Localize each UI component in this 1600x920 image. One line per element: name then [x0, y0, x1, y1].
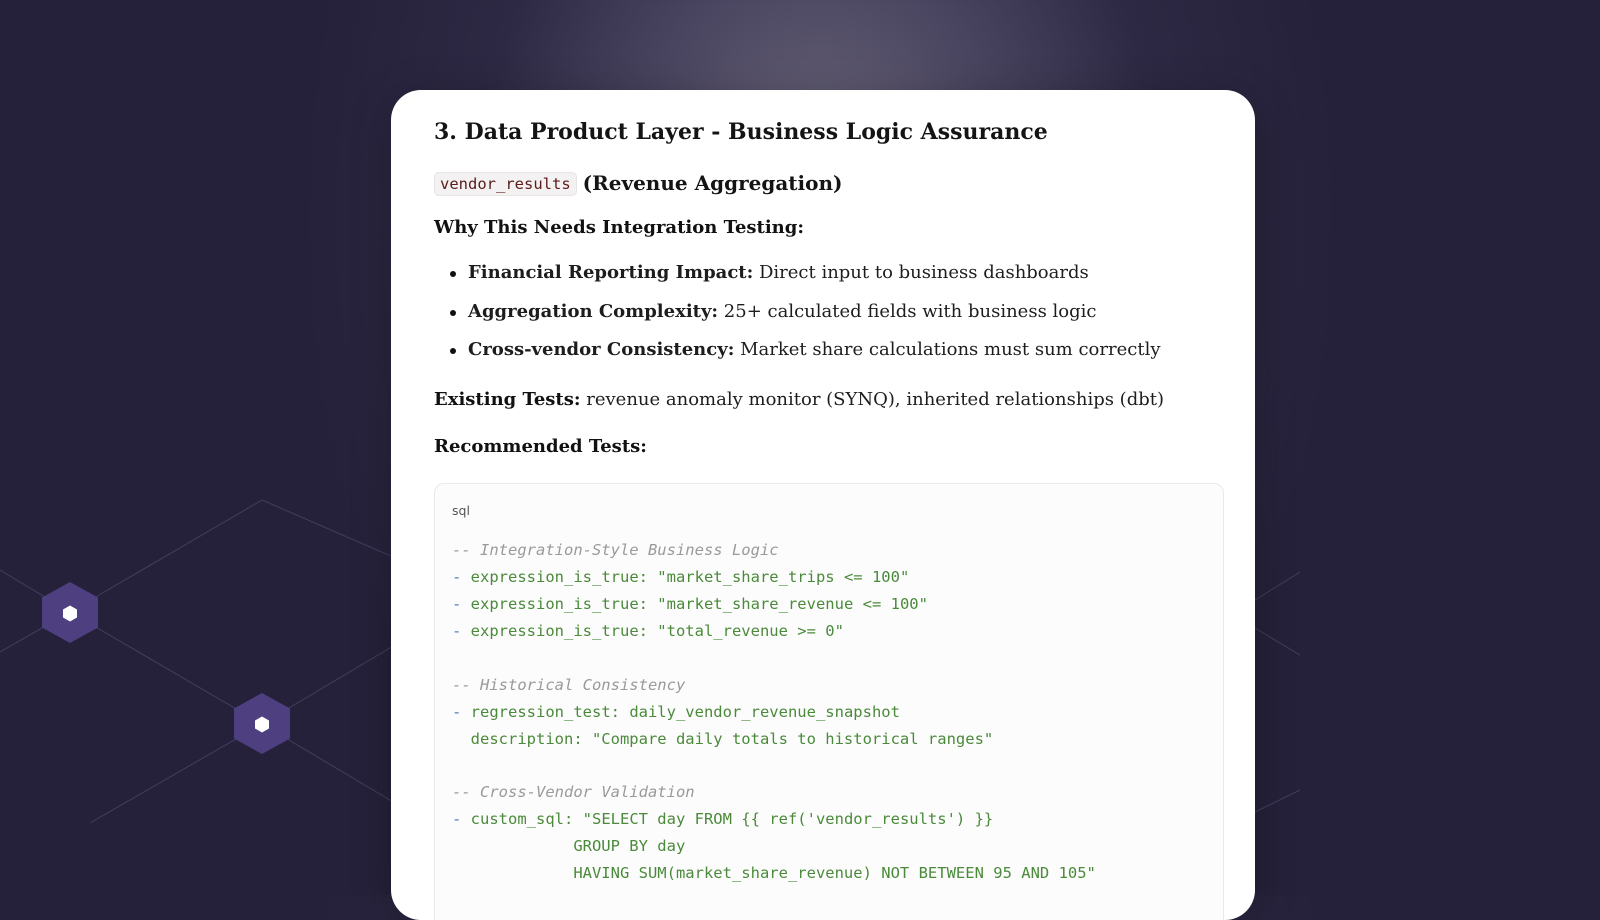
- code-line: [452, 809, 993, 829]
- bullet-dot: [450, 271, 456, 277]
- model-code-name: vendor_results: [434, 172, 577, 196]
- recommended-heading: [434, 436, 647, 457]
- list-item-label: Cross-vendor Consistency:: [468, 339, 735, 360]
- code-line: [452, 567, 909, 587]
- recommended-heading-text: Recommended Tests:: [434, 436, 647, 457]
- code-line: [452, 594, 928, 614]
- code-line: -- Historical Consistency: [452, 676, 686, 694]
- code-dash: -: [452, 703, 462, 721]
- code-text: expression_is_true: "market_share_revenue <= 100": [461, 595, 928, 613]
- code-text: regression_test: daily_vendor_revenue_snapshot: [461, 703, 900, 721]
- hexagon-node-icon: [233, 692, 291, 755]
- code-line: description: "Compare daily totals to historical ranges": [452, 730, 994, 748]
- code-line: -- Cross-Vendor Validation: [452, 783, 695, 801]
- hexagon-node-icon: [41, 581, 99, 644]
- code-dash: -: [452, 568, 462, 586]
- why-heading: [434, 217, 804, 238]
- code-block: [434, 483, 1224, 920]
- list-item-text: Market share calculations must sum correctly: [734, 339, 1161, 360]
- reasons-list: [434, 262, 1161, 378]
- list-item-label: Financial Reporting Impact:: [468, 262, 754, 283]
- code-line: GROUP BY day: [452, 837, 686, 855]
- existing-tests: [434, 389, 1164, 410]
- list-item-text: 25+ calculated fields with business logic: [718, 300, 1097, 322]
- existing-tests-text: revenue anomaly monitor (SYNQ), inherited relationships (dbt): [580, 389, 1165, 410]
- list-item-label: Aggregation Complexity:: [468, 300, 719, 322]
- code-dash: -: [452, 622, 462, 640]
- code-dash: -: [452, 810, 462, 828]
- bullet-dot: [450, 348, 456, 354]
- code-line: [452, 702, 900, 722]
- list-item-text: Direct input to business dashboards: [753, 262, 1089, 283]
- code-text: custom_sql: "SELECT day FROM {{ ref('vendor_results') }}: [461, 810, 994, 828]
- bullet-dot: [450, 310, 456, 316]
- section-heading: 3. Data Product Layer - Business Logic Assurance: [434, 119, 1048, 145]
- code-line: -- Integration-Style Business Logic: [452, 541, 779, 559]
- why-heading-text: Why This Needs Integration Testing:: [434, 217, 804, 238]
- content-card: [391, 90, 1255, 920]
- code-dash: -: [452, 595, 462, 613]
- list-item: [434, 339, 1161, 378]
- code-language-label: sql: [452, 503, 470, 518]
- model-subtitle: (Revenue Aggregation): [582, 171, 843, 195]
- code-line: HAVING SUM(market_share_revenue) NOT BETWEEN 95 AND 105": [452, 864, 1096, 882]
- model-heading: [434, 171, 842, 195]
- code-text: expression_is_true: "total_revenue >= 0": [461, 622, 844, 640]
- existing-tests-label: Existing Tests:: [434, 389, 581, 410]
- code-text: expression_is_true: "market_share_trips <= 100": [461, 568, 910, 586]
- list-item: [434, 262, 1161, 301]
- code-line: [452, 621, 844, 641]
- list-item: [434, 301, 1161, 340]
